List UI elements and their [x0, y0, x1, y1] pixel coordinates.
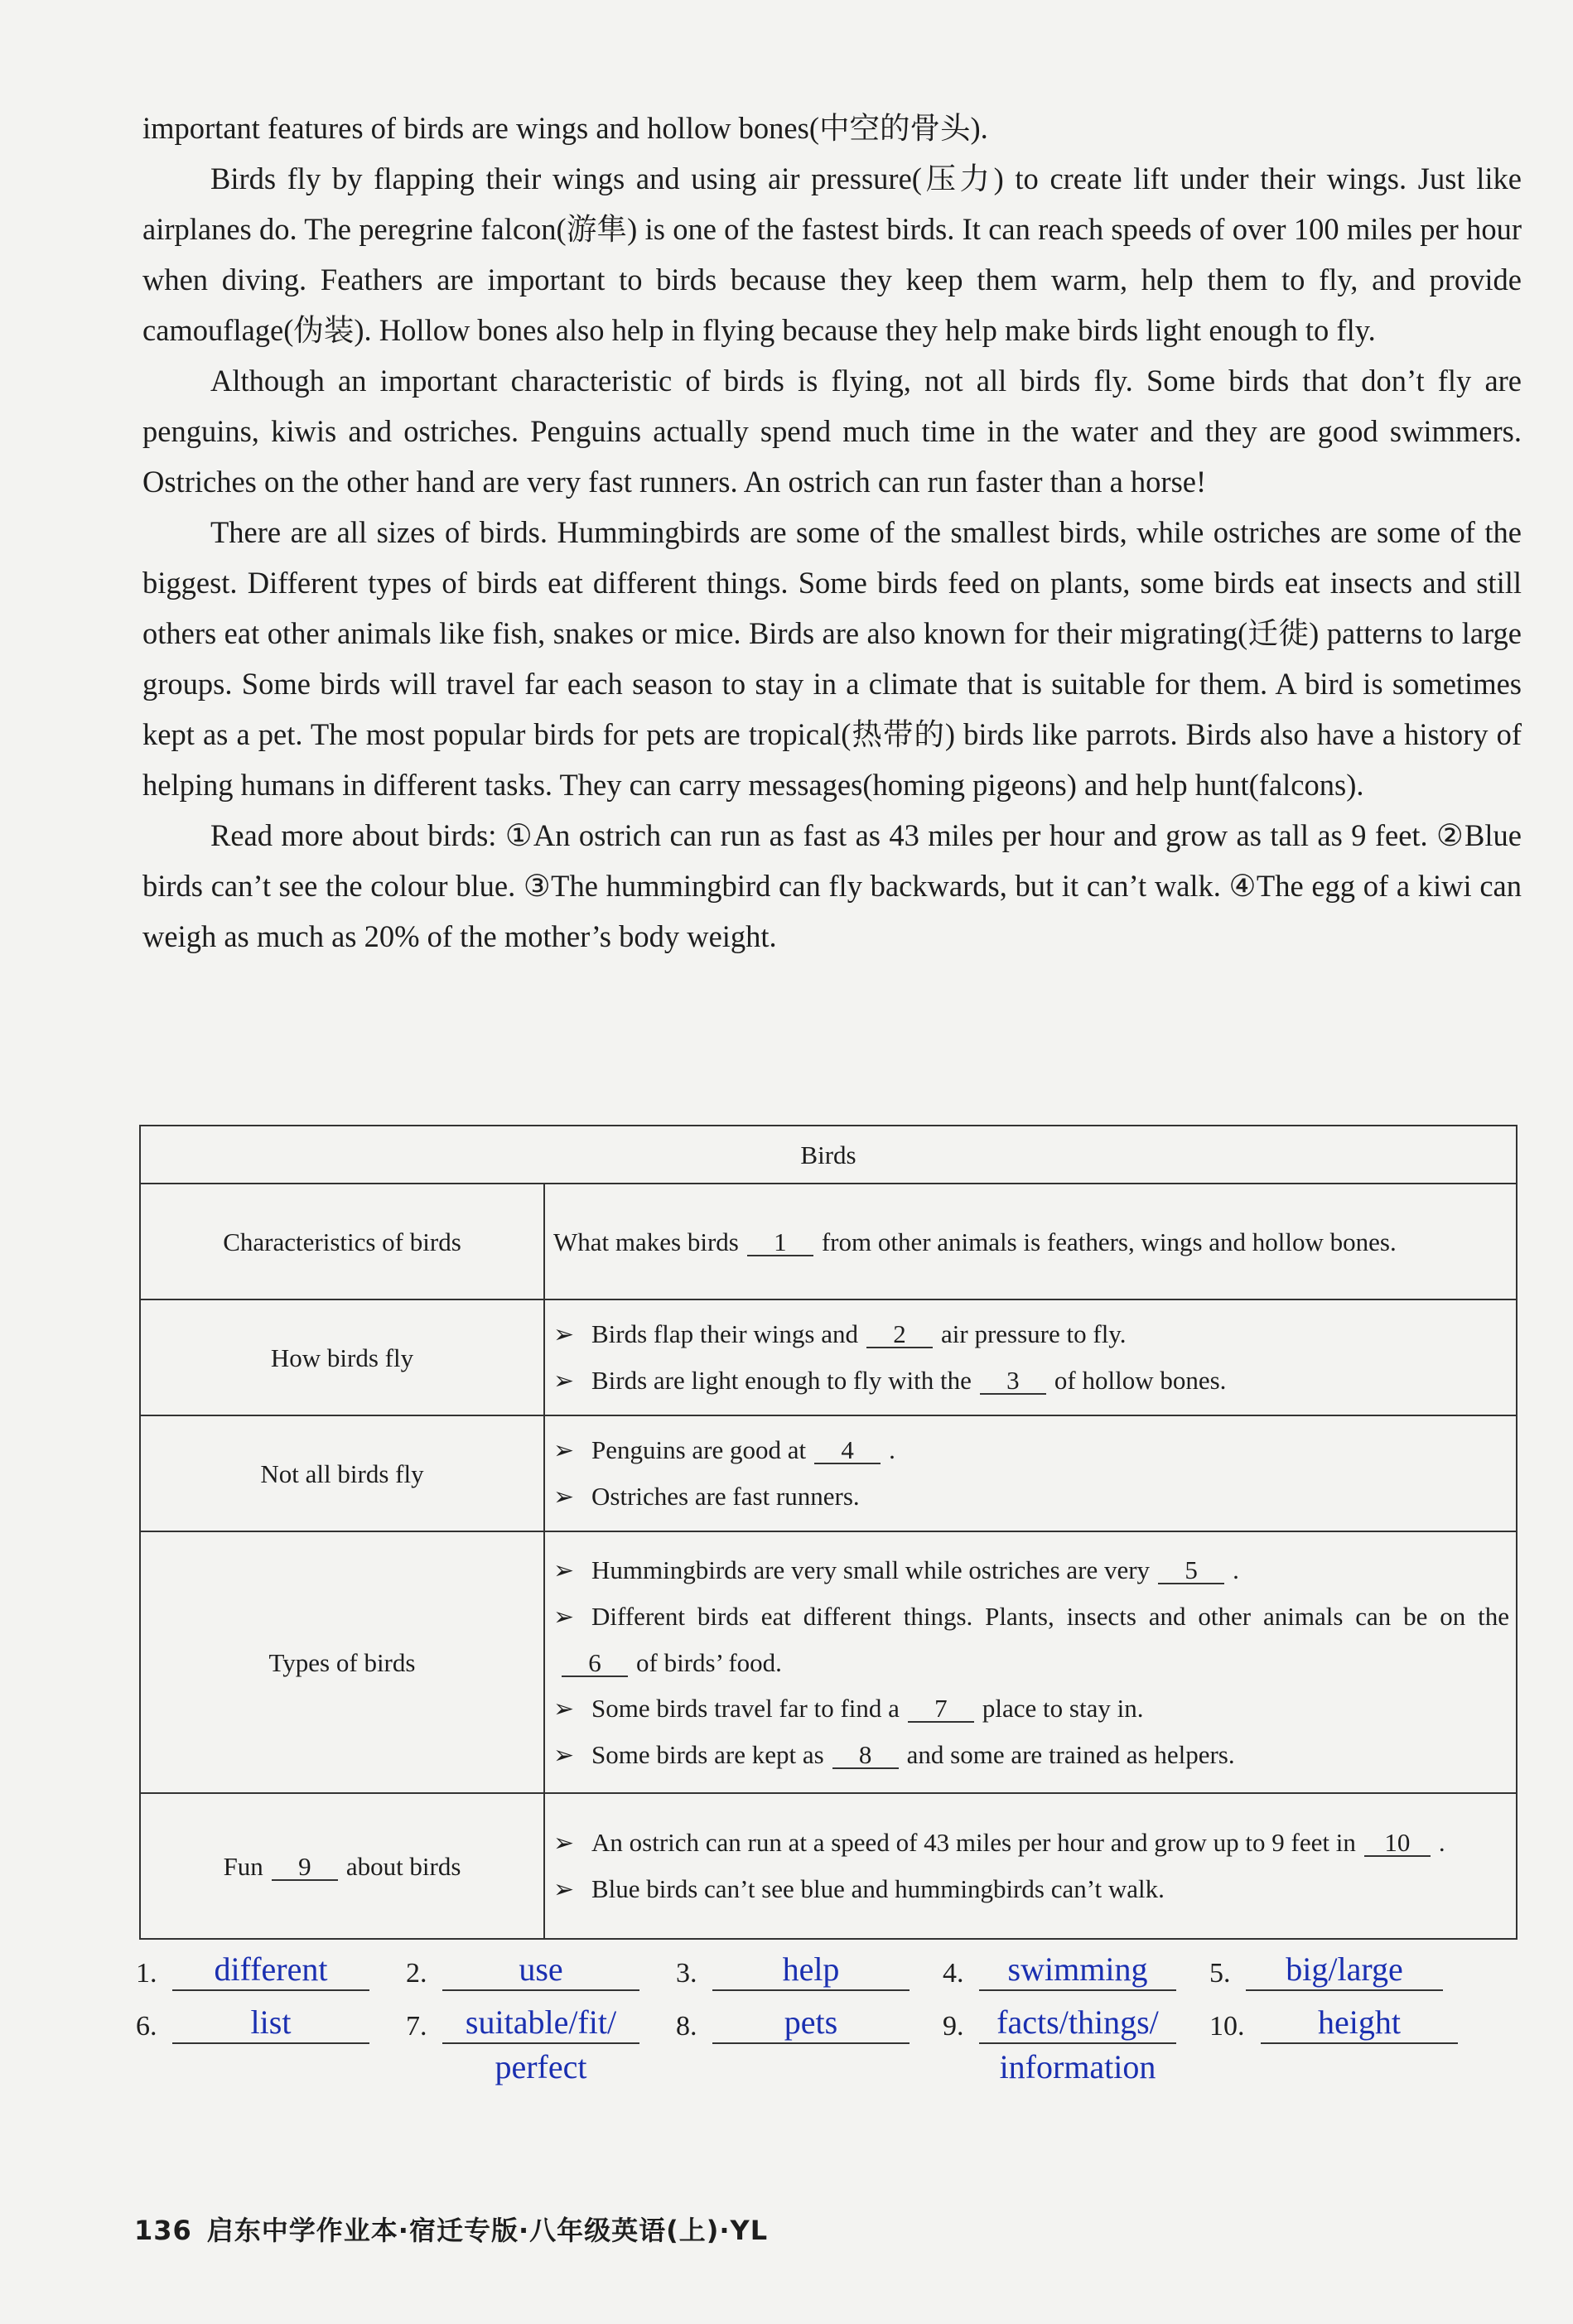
answer-number: 5.: [1209, 1958, 1231, 1989]
content-line: [553, 1473, 1509, 1520]
row-content: [544, 1184, 1517, 1299]
content-text: of hollow bones.: [1054, 1366, 1227, 1395]
arrow-bullet-icon: ➢: [553, 1367, 575, 1395]
arrow-bullet-icon: ➢: [553, 1603, 575, 1631]
content-text: An ostrich can run at a speed of 43 miles per hour and grow up to 9 feet in: [591, 1828, 1356, 1857]
row-label: [140, 1299, 544, 1415]
paragraph: There are all sizes of birds. Hummingbirds are some of the smallest birds, while ostriches are some of the biggest. Different types of birds eat different things. Some birds feed on plants, some birds eat insects and still others eat other animals like fish, snakes or mice. Birds are also known for their migrating(迁徙) patterns to large groups. Some birds will travel far each season to stay in a climate that is suitable for them. A bird is sometimes kept as a pet. The most popular birds for pets are tropical(热带的) birds like parrots. Birds also have a history of helping humans in different tasks. They can carry messages(homing pigeons) and help hunt(falcons).: [142, 515, 1522, 802]
answer-text: suitable/fit/: [442, 2003, 639, 2044]
answer-key: [136, 1938, 1544, 2085]
answer-text-continued: information: [999, 2048, 1156, 2085]
paragraph: important features of birds are wings and hollow bones(中空的骨头).: [142, 111, 988, 145]
row-content: [544, 1531, 1517, 1793]
row-label-text: Types of birds: [268, 1647, 416, 1677]
page-number: 136: [134, 2215, 192, 2246]
content-line: [553, 1357, 1509, 1404]
table-row: [140, 1415, 1517, 1531]
content-text: Birds flap their wings and: [591, 1319, 859, 1348]
arrow-bullet-icon: ➢: [553, 1876, 575, 1903]
row-label: [140, 1793, 544, 1939]
paragraph: Read more about birds: ①An ostrich can run as fast as 43 miles per hour and grow as tall as 9 feet. ②Blue birds can’t see the colour blue. ③The hummingbird can fly backwards, but it can’t walk. ④The egg of a kiwi can weigh as much as 20% of the mother’s body weight.: [142, 818, 1522, 953]
answer-item: [406, 1991, 654, 2044]
content-text: and some are trained as helpers.: [906, 1739, 1235, 1769]
row-label-text: How birds fly: [270, 1343, 414, 1372]
answer-item: [1209, 1938, 1458, 1991]
answer-text: big/large: [1246, 1950, 1443, 1991]
paragraph: Although an important characteristic of birds is flying, not all birds fly. Some birds that don’t fly are penguins, kiwis and ostriches. Penguins actually spend much time in the water and they are good swimmers. Ostriches on the other hand are very fast runners. An ostrich can run faster than a horse!: [142, 364, 1522, 499]
answer-number: 4.: [943, 1958, 964, 1989]
content-line: [553, 1820, 1509, 1866]
answer-text: facts/things/: [979, 2003, 1176, 2044]
answer-item: [676, 1991, 924, 2044]
content-text: Ostriches are fast runners.: [591, 1482, 860, 1511]
answer-item: [676, 1938, 924, 1991]
answer-item: [136, 1991, 384, 2044]
content-text: Birds are light enough to fly with the: [591, 1366, 972, 1395]
content-line: [553, 1311, 1509, 1357]
answer-text: list: [172, 2003, 369, 2044]
arrow-bullet-icon: ➢: [553, 1741, 575, 1769]
table-row: [140, 1184, 1517, 1299]
arrow-bullet-icon: ➢: [553, 1830, 575, 1857]
content-text: .: [1233, 1555, 1239, 1584]
content-text: Hummingbirds are very small while ostriches are very: [591, 1555, 1151, 1584]
blank-number: 4: [814, 1438, 881, 1464]
table-header-row: [140, 1126, 1517, 1184]
content-text: .: [889, 1435, 895, 1464]
content-text: .: [1438, 1828, 1445, 1857]
row-label-text: about birds: [345, 1851, 461, 1881]
content-line: [553, 1547, 1509, 1594]
content-text: from other animals is feathers, wings and hollow bones.: [821, 1227, 1397, 1256]
row-label: [140, 1531, 544, 1793]
content-text: Different birds eat different things. Plants, insects and other animals can be on the: [591, 1601, 1509, 1631]
blank-number: 6: [562, 1651, 628, 1677]
answer-text: different: [172, 1950, 369, 1991]
content-line: [553, 1866, 1509, 1912]
paragraph: Birds fly by flapping their wings and using air pressure(压力) to create lift under their wings. Just like airplanes do. The peregrine falcon(游隼) is one of the fastest birds. It can reach speeds of over 100 miles per hour when diving. Feathers are important to birds because they keep them warm, help them to fly, and provide camouflage(伪装). Hollow bones also help in flying because they help make birds light enough to fly.: [142, 162, 1522, 347]
table-row: [140, 1531, 1517, 1793]
blank-number: 7: [908, 1696, 974, 1723]
table-row: [140, 1793, 1517, 1939]
answer-number: 8.: [676, 2011, 697, 2042]
row-label: [140, 1415, 544, 1531]
answer-text: swimming: [979, 1950, 1176, 1991]
content-line: [553, 1732, 1509, 1778]
blank-number: 8: [832, 1743, 899, 1769]
answer-text: help: [712, 1950, 910, 1991]
content-text: Some birds travel far to find a: [591, 1693, 900, 1723]
arrow-bullet-icon: ➢: [553, 1321, 575, 1348]
answer-item: [1209, 1991, 1458, 2044]
content-text: Some birds are kept as: [591, 1739, 824, 1769]
content-text: Blue birds can’t see blue and hummingbirds can’t walk.: [591, 1874, 1165, 1903]
answer-text: use: [442, 1950, 639, 1991]
blank-number: 2: [866, 1322, 933, 1348]
blank-number: 3: [980, 1368, 1046, 1395]
answer-item: [136, 1938, 384, 1991]
content-line: [553, 1219, 1509, 1265]
row-label-text: Not all birds fly: [260, 1459, 424, 1488]
table-row: [140, 1299, 1517, 1415]
answer-text-continued: perfect: [495, 2048, 587, 2085]
answer-text: pets: [712, 2003, 910, 2044]
content-text: place to stay in.: [982, 1693, 1144, 1723]
answer-text: height: [1261, 2003, 1458, 2044]
answer-row: [136, 1991, 1544, 2085]
arrow-bullet-icon: ➢: [553, 1437, 575, 1464]
row-content: [544, 1299, 1517, 1415]
answer-row: [136, 1938, 1544, 1991]
answer-item: [406, 1938, 654, 1991]
row-content: [544, 1415, 1517, 1531]
row-content: [544, 1793, 1517, 1939]
content-line: [553, 1685, 1509, 1732]
blank-number: 10: [1364, 1830, 1431, 1857]
answer-number: 3.: [676, 1958, 697, 1989]
answer-number: 2.: [406, 1958, 427, 1989]
birds-summary-table: [139, 1125, 1518, 1940]
book-title: 启东中学作业本·宿迁专版·八年级英语(上)·YL: [206, 2215, 769, 2246]
table-title: Birds: [140, 1126, 1517, 1184]
answer-item: [943, 1938, 1191, 1991]
content-text: Penguins are good at: [591, 1435, 807, 1464]
row-label-text: Characteristics of birds: [223, 1227, 461, 1256]
content-text: air pressure to fly.: [941, 1319, 1127, 1348]
blank-number: 9: [272, 1854, 338, 1881]
content-line: [553, 1594, 1509, 1685]
answer-number: 7.: [406, 2011, 427, 2042]
answer-number: 6.: [136, 2011, 157, 2042]
blank-number: 5: [1158, 1558, 1224, 1584]
arrow-bullet-icon: ➢: [553, 1695, 575, 1723]
content-text: What makes birds: [553, 1227, 739, 1256]
answer-number: 9.: [943, 2011, 964, 2042]
blank-number: 1: [747, 1230, 813, 1256]
arrow-bullet-icon: ➢: [553, 1483, 575, 1511]
row-label: [140, 1184, 544, 1299]
answer-item: [943, 1991, 1191, 2044]
answer-number: 1.: [136, 1958, 157, 1989]
content-text: of birds’ food.: [636, 1647, 782, 1677]
arrow-bullet-icon: ➢: [553, 1556, 575, 1584]
content-line: [553, 1427, 1509, 1473]
row-label-text: Fun: [223, 1851, 263, 1881]
reading-passage: [142, 103, 1522, 962]
answer-number: 10.: [1209, 2011, 1245, 2042]
page-footer: [134, 2210, 768, 2248]
